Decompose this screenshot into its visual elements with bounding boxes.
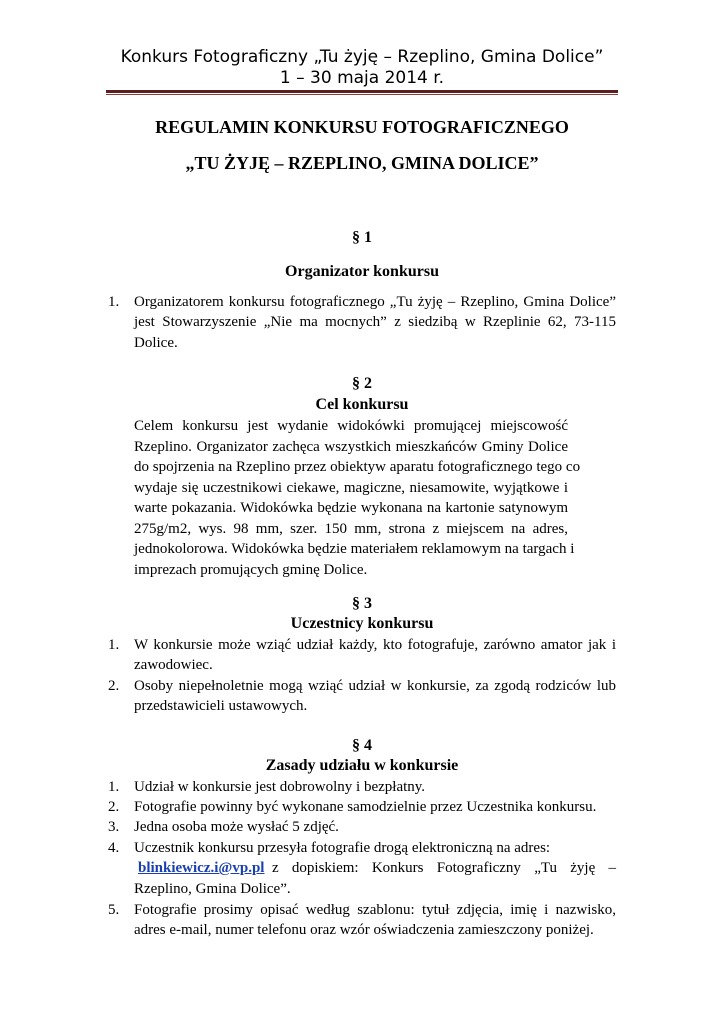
section-3-number: § 3	[352, 595, 372, 612]
document-title: REGULAMIN KONKURSU FOTOGRAFICZNEGO	[155, 117, 569, 137]
list-item-number: 1.	[108, 294, 120, 310]
section-4-line: Fotografie prosimy opisać według szablonu: tytuł zdjęcia, imię i nazwisko,	[134, 902, 616, 918]
list-item-number: 4.	[108, 840, 120, 856]
section-3-line: W konkursie może wziąć udział każdy, kto fotografuje, zarówno amator jak i	[134, 637, 616, 653]
section-1-number: § 1	[352, 229, 372, 246]
list-item-number: 3.	[108, 819, 120, 835]
section-2-line: jednokolorowa. Widokówka będzie materiałem reklamowym na targach i	[134, 541, 575, 557]
header-rule-thin	[106, 94, 618, 95]
section-3-line: Osoby niepełnoletnie mogą wziąć udział w konkursie, za zgodą rodziców lub	[134, 678, 616, 694]
section-3-heading: Uczestnicy konkursu	[290, 615, 434, 632]
header-title: Konkurs Fotograficzny „Tu żyję – Rzeplino, Gmina Dolice”	[120, 47, 604, 67]
section-2-line: wydaje się uczestnikowi ciekawe, magiczne, niesamowite, wyjątkowe i	[134, 480, 568, 496]
section-4-line: adres e-mail, numer telefonu oraz wzór oświadczenia zamieszczony poniżej.	[134, 922, 594, 938]
section-4-line: z dopiskiem: Konkurs Fotograficzny „Tu żyję –	[272, 860, 616, 876]
section-1-line: Organizatorem konkursu fotograficznego „Tu żyję – Rzeplino, Gmina Dolice”	[134, 294, 616, 310]
header-rule	[106, 90, 618, 93]
section-2-line: 275g/m2, wys. 98 mm, szer. 150 mm, strona z miejscem na adres,	[134, 521, 568, 537]
document-subtitle: „TU ŻYJĘ – RZEPLINO, GMINA DOLICE”	[185, 153, 539, 173]
section-4-number: § 4	[352, 737, 372, 754]
list-item-number: 1.	[108, 779, 120, 795]
section-4-line: Jedna osoba może wysłać 5 zdjęć.	[134, 819, 339, 835]
email-link[interactable]	[138, 858, 264, 879]
section-2-line: do spojrzenia na Rzeplino przez obiektyw aparatu fotograficznego tego co	[134, 459, 581, 475]
section-4-heading: Zasady udziału w konkursie	[265, 757, 459, 774]
list-item-number: 5.	[108, 902, 120, 918]
list-item-number: 1.	[108, 637, 120, 653]
section-1-line: Dolice.	[134, 335, 178, 351]
section-2-line: Celem konkursu jest wydanie widokówki promującej miejscowość	[134, 418, 568, 434]
header-date: 1 – 30 maja 2014 r.	[279, 68, 445, 88]
list-item-number: 2.	[108, 678, 120, 694]
section-1-heading: Organizator konkursu	[285, 263, 439, 280]
section-2-number: § 2	[352, 375, 372, 392]
section-1-line: jest Stowarzyszenie „Nie ma mocnych” z siedzibą w Rzeplinie 62, 73-115	[134, 314, 616, 330]
section-2-line: Rzeplino. Organizator zachęca wszystkich mieszkańców Gminy Dolice	[134, 439, 568, 455]
section-3-line: zawodowiec.	[134, 657, 213, 673]
section-2-line: imprezach promujących gminę Dolice.	[134, 562, 368, 578]
section-4-line: Fotografie powinny być wykonane samodzielnie przez Uczestnika konkursu.	[134, 799, 597, 815]
section-4-line: Udział w konkursie jest dobrowolny i bezpłatny.	[134, 779, 426, 795]
section-2-heading: Cel konkursu	[315, 396, 409, 413]
section-4-line: Uczestnik konkursu przesyła fotografie drogą elektroniczną na adres:	[134, 840, 551, 856]
section-4-line: Rzeplino, Gmina Dolice”.	[134, 881, 291, 897]
list-item-number: 2.	[108, 799, 120, 815]
section-2-line: warte pokazania. Widokówka będzie wykonana na kartonie satynowym	[134, 500, 568, 516]
section-3-line: przedstawicieli ustawowych.	[134, 698, 308, 714]
email-address[interactable]: blinkiewicz.i@vp.pl	[138, 860, 265, 876]
